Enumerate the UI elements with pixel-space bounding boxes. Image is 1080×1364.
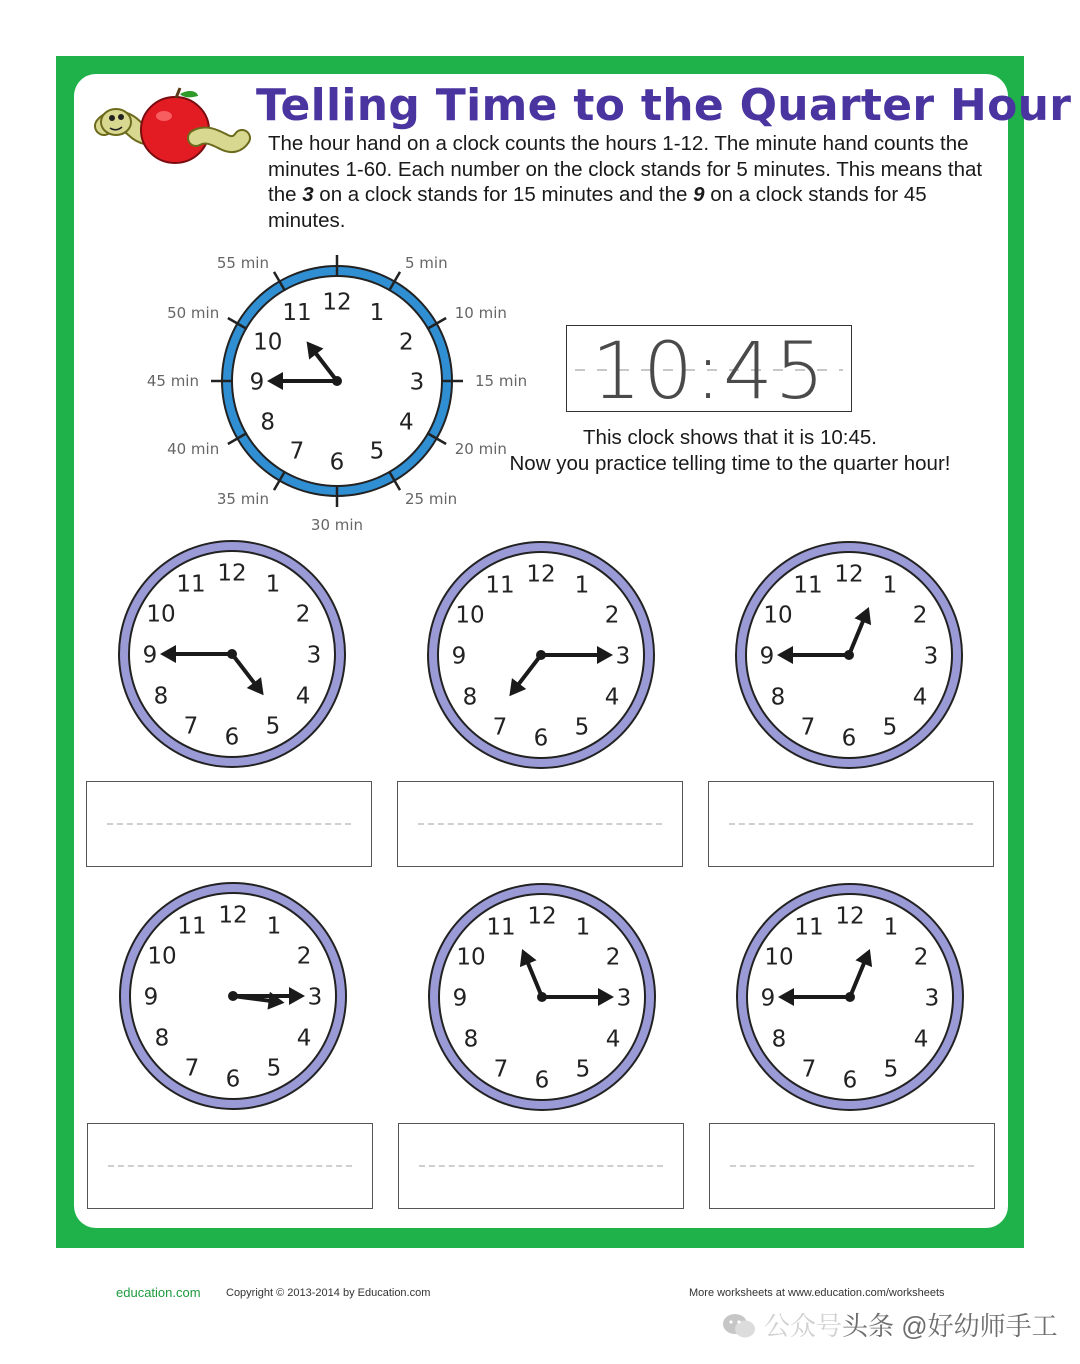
clock-number: 11 (176, 571, 206, 598)
practice-clock-6 (734, 881, 966, 1113)
clock-number: 6 (841, 725, 857, 752)
clock-number: 7 (800, 714, 816, 741)
practice-clock-3 (733, 539, 965, 771)
watermark (722, 1306, 1058, 1343)
answer-box-2[interactable] (397, 781, 683, 867)
practice-clock-2 (425, 539, 657, 771)
clock-number: 5 (883, 1056, 899, 1083)
practice-clock-4 (117, 880, 349, 1112)
clock-center (844, 650, 854, 660)
clock-number: 8 (153, 683, 169, 710)
answer-box-6[interactable] (709, 1123, 995, 1209)
clock-number: 12 (217, 560, 247, 587)
clock-number: 5 (266, 1055, 282, 1082)
clock-number: 3 (307, 984, 323, 1011)
clock-center (537, 992, 547, 1002)
clock-number: 7 (289, 438, 305, 465)
clock-number: 6 (329, 449, 345, 476)
clock-number: 11 (794, 914, 824, 941)
clock-center (227, 649, 237, 659)
clock-number: 6 (842, 1067, 858, 1094)
clock-number: 9 (759, 643, 775, 670)
clock-number: 5 (265, 713, 281, 740)
clock-center (845, 992, 855, 1002)
clock-number: 10 (763, 602, 793, 629)
watermark-main: 头条 @好幼师手工 (842, 1311, 1058, 1341)
minute-label: 40 min (167, 440, 220, 458)
minute-label: 45 min (146, 372, 199, 390)
practice-clock-1 (116, 538, 348, 770)
clock-number: 8 (154, 1025, 170, 1052)
clock-number: 1 (266, 913, 282, 940)
clock-number: 4 (398, 409, 414, 436)
answer-box-1[interactable] (86, 781, 372, 867)
watermark-prefix: 公众号 (764, 1311, 843, 1341)
clock-number: 12 (526, 561, 556, 588)
worm-apple-icon (98, 86, 246, 168)
clock-number: 5 (369, 438, 385, 465)
clock-number: 5 (575, 1056, 591, 1083)
clock-number: 2 (913, 944, 929, 971)
clock-number: 1 (575, 914, 591, 941)
clock-number: 2 (912, 602, 928, 629)
answer-box-3[interactable] (708, 781, 994, 867)
clock-number: 8 (463, 1026, 479, 1053)
clock-number: 7 (184, 1055, 200, 1082)
example-clock (146, 254, 528, 534)
wechat-icon (722, 1313, 756, 1339)
minute-label: 5 min (405, 254, 448, 273)
minute-label: 20 min (454, 440, 507, 458)
minute-label: 50 min (167, 304, 220, 322)
clock-number: 4 (913, 1026, 929, 1053)
clock-number: 9 (143, 984, 159, 1011)
clock-number: 2 (605, 944, 621, 971)
copyright-text: Copyright © 2013-2014 by Education.com (226, 1287, 431, 1299)
education-logo[interactable]: education.com (116, 1285, 201, 1300)
clock-number: 4 (605, 1026, 621, 1053)
digital-time-display (566, 325, 852, 417)
clock-number: 5 (882, 714, 898, 741)
clock-number: 1 (882, 572, 898, 599)
clock-number: 11 (793, 572, 823, 599)
clock-number: 1 (369, 299, 385, 326)
clock-number: 7 (493, 1056, 509, 1083)
clock-number: 6 (225, 1066, 241, 1093)
page-title: Telling Time to the Quarter Hour (256, 80, 1072, 131)
minute-label: 25 min (405, 489, 458, 508)
clock-number: 3 (924, 985, 940, 1012)
intro-paragraph: The hour hand on a clock counts the hours 1-12. The minute hand counts the minutes 1-60. Each number on the clock stands for 5 minutes. This means that the 3 on a clock stands for 15 minutes and the 9 on a clock stands for 45 minutes. (268, 132, 983, 232)
clock-number: 2 (295, 601, 311, 628)
clock-number: 6 (224, 724, 240, 751)
clock-center (536, 650, 546, 660)
answer-box-5[interactable] (398, 1123, 684, 1209)
clock-number: 3 (615, 643, 631, 670)
digital-time-text: 10:45 (591, 327, 827, 417)
clock-number: 9 (452, 985, 468, 1012)
clock-number: 4 (912, 684, 928, 711)
clock-number: 1 (883, 914, 899, 941)
clock-number: 7 (183, 713, 199, 740)
clock-number: 6 (533, 725, 549, 752)
clock-number: 8 (462, 684, 478, 711)
clock-number: 4 (604, 684, 620, 711)
clock-number: 3 (409, 369, 425, 396)
clock-number: 1 (574, 572, 590, 599)
clock-number: 12 (218, 902, 248, 929)
clock-number: 9 (249, 369, 265, 396)
clock-number: 5 (574, 714, 590, 741)
clock-number: 9 (760, 985, 776, 1012)
more-worksheets-link[interactable]: More worksheets at www.education.com/worksheets (689, 1287, 945, 1299)
clock-number: 12 (834, 561, 864, 588)
clock-number: 8 (770, 684, 786, 711)
clock-number: 10 (456, 944, 486, 971)
clock-number: 4 (296, 1025, 312, 1052)
minute-label: 30 min (310, 516, 364, 534)
clock-number: 10 (253, 329, 283, 356)
clock-number: 9 (142, 642, 158, 669)
minute-label: 55 min (216, 254, 269, 273)
clock-number: 2 (604, 602, 620, 629)
clock-number: 6 (534, 1067, 550, 1094)
clock-number: 11 (486, 914, 516, 941)
minute-label: 10 min (454, 304, 507, 322)
clock-center (332, 376, 342, 386)
clock-number: 4 (295, 683, 311, 710)
clock-number: 2 (398, 329, 414, 356)
clock-number: 3 (306, 642, 322, 669)
practice-clock-5 (426, 881, 658, 1113)
answer-box-4[interactable] (87, 1123, 373, 1209)
example-caption: This clock shows that it is 10:45. Now you practice telling time to the quarter hour! (509, 426, 951, 475)
clock-number: 12 (835, 903, 865, 930)
clock-number: 1 (265, 571, 281, 598)
clock-number: 8 (260, 409, 276, 436)
clock-number: 2 (296, 943, 312, 970)
clock-number: 11 (282, 299, 312, 326)
clock-center (228, 991, 238, 1001)
clock-number: 3 (616, 985, 632, 1012)
clock-number: 10 (455, 602, 485, 629)
clock-number: 3 (923, 643, 939, 670)
clock-number: 12 (527, 903, 557, 930)
clock-number: 10 (146, 601, 176, 628)
minute-label: 35 min (216, 489, 269, 508)
clock-number: 10 (147, 943, 177, 970)
clock-number: 7 (801, 1056, 817, 1083)
clock-number: 9 (451, 643, 467, 670)
clock-number: 7 (492, 714, 508, 741)
clock-number: 8 (771, 1026, 787, 1053)
minute-label: 15 min (475, 372, 528, 390)
clock-number: 11 (485, 572, 515, 599)
clock-number: 11 (177, 913, 207, 940)
clock-number: 12 (322, 289, 352, 316)
clock-number: 10 (764, 944, 794, 971)
